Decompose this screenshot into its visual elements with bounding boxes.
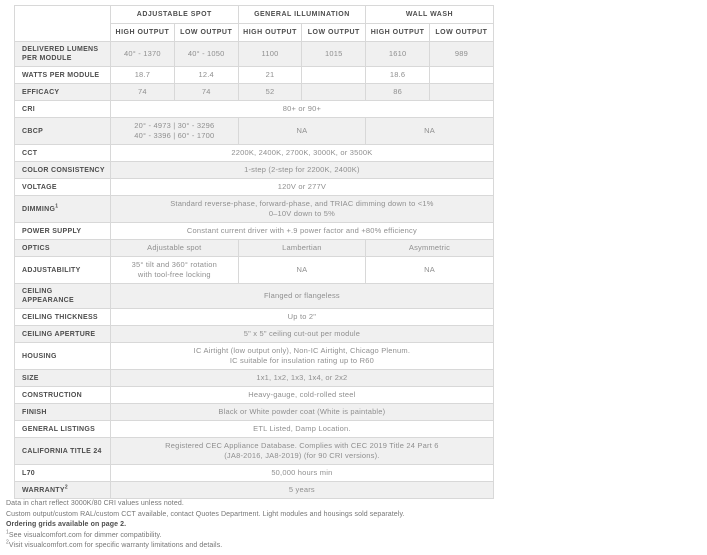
footnote-ordering-grids [6,520,696,531]
spec-value-cell [238,84,302,101]
spec-row-adjustability [15,257,494,284]
spec-row-cbcp [15,118,494,145]
value-line: Up to 2" [287,312,317,321]
spec-row-general-listings [15,421,494,438]
spec-value-cell [366,240,494,257]
row-label-efficacy: EFFICACY [15,84,111,101]
spec-row-ceiling-thickness [15,309,494,326]
spec-value-cell [111,438,494,465]
spec-row-construction [15,387,494,404]
value-line: Standard reverse-phase, forward-phase, and TRIAC dimming down to <1% [170,199,434,208]
value-line: IC suitable for insulation rating up to R60 [229,356,374,365]
footnote-text: Data in chart reflect 3000K/80 CRI values unless noted. [6,500,184,507]
value-line: 35° tilt and 360° rotation [131,260,218,269]
spec-value-cell [111,101,494,118]
spec-value-cell [302,67,366,84]
table-corner-cell [15,6,111,42]
row-label-california-title-24: CALIFORNIA TITLE 24 [15,438,111,465]
spec-value-cell [111,343,494,370]
row-label-adjustability: ADJUSTABILITY [15,257,111,284]
value-line: with tool-free locking [137,270,211,279]
column-group-adjustable-spot: ADJUSTABLE SPOT [111,6,239,24]
row-label-delivered-lumens-per-module: DELIVERED LUMENS PER MODULE [15,42,111,67]
spec-row-finish [15,404,494,421]
row-label-ceiling-thickness: CEILING THICKNESS [15,309,111,326]
spec-value-cell [238,118,366,145]
row-label-cri: CRI [15,101,111,118]
value-line: 1015 [325,49,343,58]
value-line: 86 [393,87,402,96]
spec-row-dimming [15,196,494,223]
spec-value-cell [111,42,175,67]
spec-value-cell [111,223,494,240]
spec-row-delivered-lumens-per-module [15,42,494,67]
value-line: 5 years [288,485,315,494]
value-line: 50,000 hours min [271,468,333,477]
value-line: IC Airtight (low output only), Non-IC Airtight, Chicago Plenum. [193,346,411,355]
row-label-optics: OPTICS [15,240,111,257]
value-line: Heavy-gauge, cold-rolled steel [248,390,356,399]
spec-value-cell [302,84,366,101]
value-line: 40° - 1050 [187,49,225,58]
footnote-sup: 2 [6,539,9,546]
value-line: 40° - 3396 | 60° - 1700 [134,131,215,140]
spec-row-l70 [15,465,494,482]
value-line: Lambertian [282,243,322,252]
row-label-finish: FINISH [15,404,111,421]
spec-value-cell [238,42,302,67]
column-header-general-illumination-high-output: HIGH OUTPUT [238,24,302,42]
spec-value-cell [174,67,238,84]
row-label-cbcp: CBCP [15,118,111,145]
spec-value-cell [430,84,494,101]
spec-row-watts-per-module [15,67,494,84]
spec-value-cell [111,179,494,196]
spec-value-cell [111,145,494,162]
spec-value-cell [366,84,430,101]
spec-value-cell [430,67,494,84]
spec-row-optics [15,240,494,257]
row-label-power-supply: POWER SUPPLY [15,223,111,240]
footnote-text: Ordering grids available on page 2. [6,521,127,528]
spec-value-cell [111,284,494,309]
row-label-l70: L70 [15,465,111,482]
spec-row-california-title-24 [15,438,494,465]
spec-row-color-consistency [15,162,494,179]
spec-value-cell [238,67,302,84]
row-label-cct: CCT [15,145,111,162]
spec-value-cell [111,465,494,482]
value-line: 20° - 4973 | 30° - 3296 [134,121,215,130]
spec-row-ceiling-appearance [15,284,494,309]
spec-row-cri [15,101,494,118]
value-line: 18.6 [389,70,406,79]
footnote-custom-options [6,510,696,521]
table-header [15,6,494,42]
spec-value-cell [111,421,494,438]
value-line: 1-step (2-step for 2200K, 2400K) [244,165,360,174]
value-line: 1610 [388,49,407,58]
row-label-color-consistency: COLOR CONSISTENCY [15,162,111,179]
row-label-watts-per-module: WATTS PER MODULE [15,67,111,84]
value-line: 12.4 [198,70,214,79]
value-line: 52 [265,87,275,96]
footnotes [6,499,696,552]
row-label-size: SIZE [15,370,111,387]
column-header-adjustable-spot-low-output: LOW OUTPUT [174,24,238,42]
spec-row-voltage [15,179,494,196]
value-line: 80+ or 90+ [282,104,322,113]
value-line: Flanged or flangeless [263,291,340,300]
value-line: 18.7 [134,70,151,79]
value-line: 989 [454,49,468,58]
spec-row-housing [15,343,494,370]
value-line: 5" x 5" ceiling cut-out per module [243,329,361,338]
row-label-sup: 2 [64,484,68,491]
footnote-sup: 1 [6,529,9,536]
spec-row-ceiling-aperture [15,326,494,343]
footnote-text: Custom output/custom RAL/custom CCT available, contact Quotes Department. Light modules and housings sold separately. [6,510,405,518]
row-label-sup: 1 [55,203,59,210]
footnote-data-basis [6,499,696,510]
spec-row-size [15,370,494,387]
spec-row-warranty [15,482,494,499]
row-label-warranty: WARRANTY$^2$ [15,482,111,499]
value-line: NA [424,126,435,135]
column-header-adjustable-spot-high-output: HIGH OUTPUT [111,24,175,42]
row-label-ceiling-appearance: CEILING APPEARANCE [15,284,111,309]
value-line: 74 [138,87,147,96]
spec-value-cell [302,42,366,67]
footnote-warranty-details [6,541,696,552]
value-line: 1100 [261,49,279,58]
row-label-ceiling-aperture: CEILING APERTURE [15,326,111,343]
row-label-dimming: DIMMING$^1$ [15,196,111,223]
value-line: 120V or 277V [277,182,327,191]
spec-value-cell [111,240,239,257]
value-line: ETL Listed, Damp Location. [253,424,351,433]
spec-value-cell [366,42,430,67]
column-group-wall-wash: WALL WASH [366,6,494,24]
row-label-general-listings: GENERAL LISTINGS [15,421,111,438]
spec-value-cell [238,240,366,257]
value-line: Registered CEC Appliance Database. Complies with CEC 2019 Title 24 Part 6 [165,441,439,450]
value-line: NA [296,126,308,135]
spec-row-power-supply [15,223,494,240]
spec-value-cell [111,118,239,145]
spec-value-cell [430,42,494,67]
spec-value-cell [111,387,494,404]
value-line: NA [296,265,308,274]
spec-value-cell [366,67,430,84]
spec-value-cell [174,42,238,67]
spec-value-cell [238,257,366,284]
spec-value-cell [174,84,238,101]
spec-value-cell [111,84,175,101]
specifications-table [14,5,494,499]
value-line: Black or White powder coat (White is paintable) [218,407,386,416]
footnote-text: Visit visualcomfort.com for specific warranty limitations and details. [8,542,223,549]
column-header-general-illumination-low-output: LOW OUTPUT [302,24,366,42]
table-body [15,42,494,499]
spec-value-cell [111,326,494,343]
spec-row-cct [15,145,494,162]
spec-value-cell [111,482,494,499]
row-label-housing: HOUSING [15,343,111,370]
value-line: 74 [201,87,211,96]
value-line: 40° - 1370 [124,49,161,58]
spec-value-cell [366,118,494,145]
spec-value-cell [111,404,494,421]
row-label-voltage: VOLTAGE [15,179,111,196]
value-line: NA [424,265,435,274]
value-line: 21 [265,70,275,79]
column-header-wall-wash-low-output: LOW OUTPUT [430,24,494,42]
column-group-general-illumination: GENERAL ILLUMINATION [238,6,366,24]
value-line: (JA8-2016, JA8-2019) (for 90 CRI versions). [224,451,380,460]
spec-value-cell [111,309,494,326]
spec-value-cell [111,257,239,284]
value-line: Asymmetric [408,243,451,252]
spec-value-cell [111,370,494,387]
row-label-construction: CONSTRUCTION [15,387,111,404]
value-line: 1x1, 1x2, 1x3, 1x4, or 2x2 [256,373,348,382]
column-header-wall-wash-high-output: HIGH OUTPUT [366,24,430,42]
footnote-dimmer-compatibility [6,531,696,542]
value-line: 0–10V down to 5% [268,209,335,218]
spec-value-cell [366,257,494,284]
spec-row-efficacy [15,84,494,101]
spec-value-cell [111,196,494,223]
value-line: Constant current driver with +.9 power factor and +80% efficiency [186,226,417,235]
value-line: 2200K, 2400K, 2700K, 3000K, or 3500K [231,148,373,157]
value-line: Adjustable spot [147,243,202,252]
footnote-text: See visualcomfort.com for dimmer compatibility. [8,531,162,539]
spec-value-cell [111,162,494,179]
spec-value-cell [111,67,175,84]
